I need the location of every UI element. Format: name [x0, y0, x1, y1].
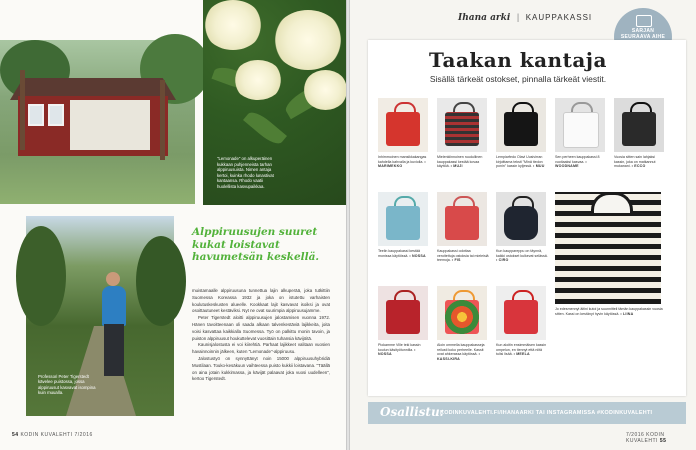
pull-quote: Alppiruusujen suuret kukat loistavat havumetsän keskellä.: [192, 226, 320, 263]
product-item: [496, 286, 548, 357]
product-item: [496, 98, 548, 169]
house-window: [48, 104, 64, 126]
article-title: Taakan kantaja: [429, 48, 607, 72]
product-description: Kun aloitin ensimmäisen kassin ompelun, en tiennyt että niitä tulisi lisää. • MEELA: [496, 343, 547, 357]
product-description: Mielenkiinnoinen ruudullinen kauppakassi kestää kovaa käyttöä. • MUJI: [437, 155, 483, 169]
bag-image: [496, 98, 546, 152]
product-item: [496, 192, 548, 263]
product-item: [614, 98, 666, 169]
body-paragraph: muistamaalle alppiruusuna tunnettua lajin alkuperää, joka tutkittiin Suomessa Koreassa 1932 ja joka on istutettu varhaisten koulutuskeskusten alueelle. Kookkaat lajit kasvavat isoiksi ja ovat osoittautuneet kestäviksi. Nyt ne ovat suurimpia alppiruusujamme.: [192, 288, 330, 314]
photo-caption: "Lemonade" on alkuperäinen kukkaan puhjenneista tarhan alppiruusuista. Nimen antaja kertoi, kuinka rhodo lunastivat kantaansa. Rhodo vaatii huolellista kasvupaikkaa.: [217, 156, 274, 189]
page-footer: [12, 432, 93, 438]
house-window: [28, 104, 44, 126]
bag-image: [555, 98, 605, 152]
page-number: 54: [12, 432, 19, 438]
product-description: Jo edesmennyt äitini kutoi ja suunnitteli tämän kauppakassin vuosia sitten. Kassi on kestänyt hyvin käytössä. • LIINA: [555, 307, 663, 316]
product-description: Teelin kauppakassi kestää monissa käytöissä. • NOSSA: [378, 249, 426, 258]
right-page: [348, 0, 696, 450]
park-path: [66, 326, 136, 416]
bag-image: [378, 286, 428, 340]
article-body: [192, 288, 330, 383]
page-footer: [626, 432, 696, 444]
product-item: [378, 192, 430, 258]
product-description: Kauppakassi odottaa veroitettuja ostoksia tai mieleisiä teemoja. • FIS: [437, 249, 489, 263]
product-item: [378, 286, 430, 357]
body-paragraph: Jalostustyö on synnyttänyt noin 15000 alppiruusuhybridiä Mustilaan. Touko-kesäkuun vaihteessa puisto kukkii loistavana. "Täällä on aina jotain kukkimassa, ja kävijät palaavat joka vuosi uudelleen", kertoo Tigerstedt.: [192, 355, 330, 382]
magazine-issue: 7/2016 KODIN KUVALEHTI: [626, 432, 665, 444]
product-description: Lempiarfedo Olavi Uusivirran kirjoittama teksti "Minä tiedon ponin" kassin kyljessä. • MUU: [496, 155, 545, 169]
section-separator: |: [516, 12, 520, 22]
article-card: [368, 40, 686, 396]
product-description: Inhimmoinen mansikkakangas kahdella kahvalla ja kuviolla. • MARIMEKKO: [378, 155, 427, 169]
product-description: Sen perheen kauppakassi 8 vuotiaaksi kasvaa. • WOODNAME: [555, 155, 600, 169]
bag-image: [378, 98, 428, 152]
man-head: [106, 272, 120, 286]
product-description: Vuosia sitten sain lahjaksi kassin, joka on matkannut mukanani. • ECCO: [614, 155, 656, 169]
flower-bloom: [203, 0, 263, 50]
leaf: [243, 108, 287, 149]
product-item: [378, 98, 430, 169]
product-item: [437, 286, 489, 361]
article-subtitle: Sisällä tärkeät ostokset, pinnalla tärkeät viestit.: [429, 74, 607, 84]
bag-image: [437, 286, 487, 340]
flower-bloom: [233, 60, 283, 100]
man-shirt: [102, 286, 126, 326]
participate-bar: [368, 402, 686, 424]
section-name: KAUPPAKASSI: [525, 13, 593, 22]
product-description: Kun kauppareppu on täynnä, kaikki ostokset kulkevat selässä. • CIRO: [496, 249, 548, 263]
house-photo: [0, 40, 195, 204]
magazine-issue: KODIN KUVALEHTI 7/2016: [20, 432, 93, 438]
product-description: Piokamme Ville teki kassin koulun käsityötunnilla. • NOSSA: [378, 343, 421, 357]
series-name: Ihana arki: [458, 13, 511, 23]
badge-text: SARJAN SEURAAVA AIHE: [620, 28, 666, 40]
participate-link[interactable]: KODINKUVALEHTI.FI/IHANAARKI TAI INSTAGRAMISSA #KODINKUVALEHTI: [440, 410, 653, 416]
bag-image: [437, 98, 487, 152]
body-paragraph: Peter Tigerstedt aloitti alppiruusujen jalostamisen vuonna 1972. Hänen tavoitteenaan oli saada alkaan talvenkestäviä lajikkeita, joita voisi kasvattaa kaikkialla Suomessa. Työ on palkittu monin tavoin, ja puiston alppiruusut houkuttelevat vuosittain tuhansia kävijöitä.: [192, 315, 330, 341]
tree-canopy: [136, 236, 186, 326]
tree-trunk: [20, 70, 25, 150]
product-item: [437, 192, 489, 263]
man-trousers: [104, 324, 124, 376]
section-header: [458, 12, 592, 23]
tree-trunk: [160, 80, 165, 160]
flower-bloom: [273, 10, 343, 70]
product-description: Aloin ommella kauppakasseja reilusti koko perheelle. Kassit ovat ahkerassa käytössä. • KASSI-KIRA: [437, 343, 485, 361]
participate-label: Osallistu:: [380, 405, 445, 419]
bag-image: [437, 192, 487, 246]
bag-image: [496, 192, 546, 246]
page-number: 55: [659, 438, 667, 444]
bag-image: [555, 192, 661, 304]
bag-image: [614, 98, 664, 152]
park-walker-photo: [26, 216, 174, 416]
body-paragraph: Kaunisjalostusta ei voi kiirehtiä. Parhaat lajikkeet valitaan vuosien havainnoinnin jälkeen, kuten "Lemonade"-alppiruusu.: [192, 342, 330, 355]
spread-gutter: [346, 0, 350, 450]
product-item: [437, 98, 489, 169]
bag-image: [496, 286, 546, 340]
product-item-featured: [555, 192, 663, 316]
camera-icon: [636, 15, 652, 27]
flower-bloom: [303, 70, 348, 110]
house-porch: [70, 100, 150, 150]
bag-image: [378, 192, 428, 246]
product-item: [555, 98, 607, 169]
rhododendron-photo: [203, 0, 348, 205]
photo-caption: Professori Peter Tigerstedt kävelee puistossa, jossa alppiruusut kasvavat isompina kuin muualla.: [38, 374, 96, 396]
tree-canopy: [16, 226, 66, 326]
